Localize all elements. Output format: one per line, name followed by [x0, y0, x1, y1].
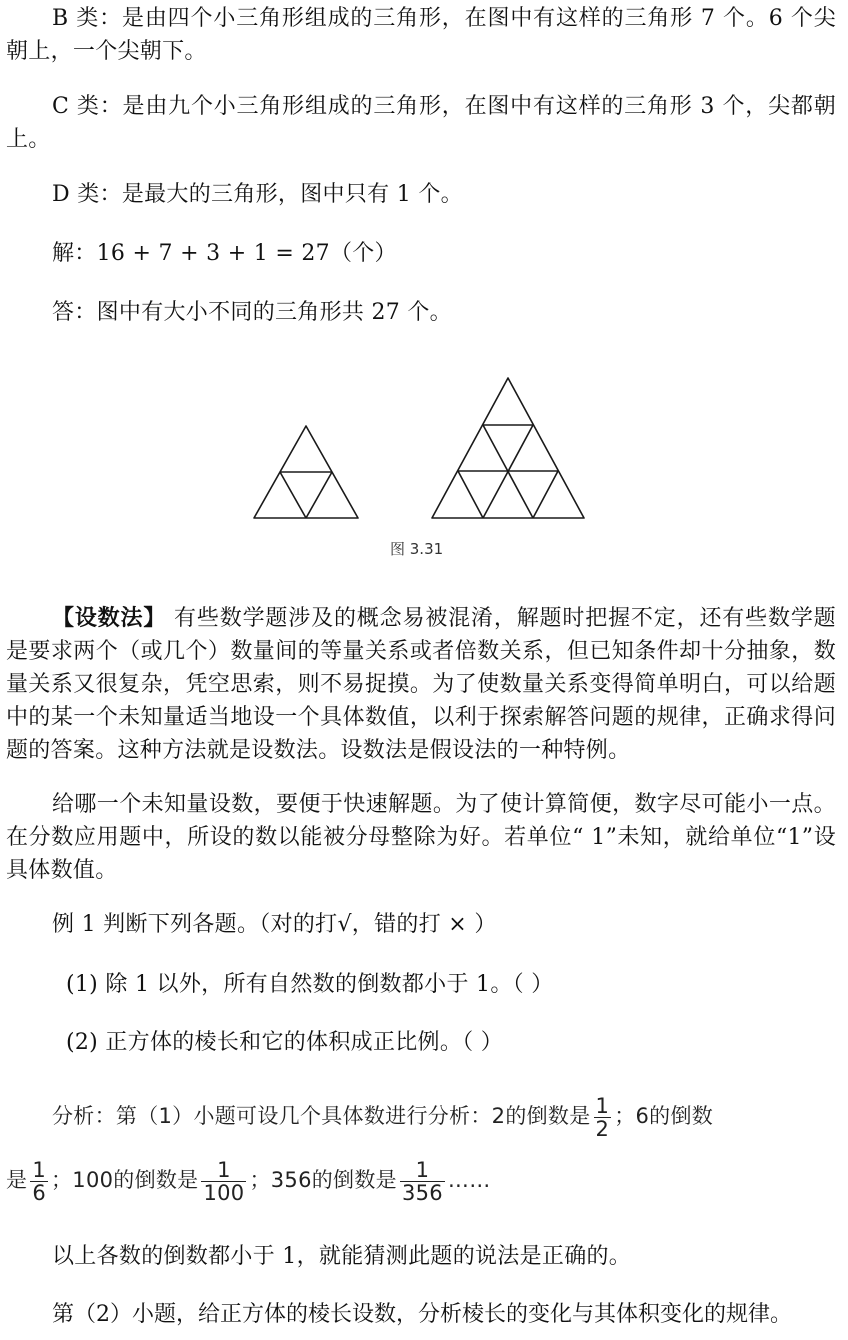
fraction-denominator: 6: [32, 1180, 46, 1205]
fraction-numerator: 1: [400, 1159, 445, 1182]
large-triangle-outline: [432, 378, 584, 518]
fraction-numerator: 1: [201, 1159, 246, 1182]
solution-line: 解：16 + 7 + 3 + 1 = 27（个）: [52, 241, 397, 266]
fraction-one-sixth: [30, 1159, 48, 1204]
analysis-text: 是: [6, 1168, 28, 1192]
example-item-2: (2) 正方体的棱长和它的体积成正比例。（ ）: [66, 1030, 504, 1055]
analysis-text: ；356的倒数是: [249, 1168, 397, 1192]
analysis-line-1: [6, 1094, 836, 1140]
analysis-text: 分析：第（1）小题可设几个具体数进行分析：2的倒数是: [52, 1104, 591, 1128]
triangle-figure: [240, 370, 600, 530]
fraction-denominator: 356: [401, 1180, 443, 1205]
method-paragraph: [6, 602, 836, 767]
example-item-1: (1) 除 1 以外，所有自然数的倒数都小于 1。（ ）: [66, 972, 554, 997]
conclusion-line: 以上各数的倒数都小于 1，就能猜测此题的说法是正确的。: [52, 1244, 632, 1269]
analysis-line-2: [6, 1158, 836, 1204]
answer-line: 答：图中有大小不同的三角形共 27 个。: [52, 300, 452, 325]
fraction-denominator: 2: [595, 1116, 610, 1141]
fraction-denominator: 100: [203, 1180, 245, 1205]
method-tip-paragraph: 给哪一个未知量设数，要便于快速解题。为了使计算简便，数字尽可能小一点。在分数应用题中，所设的数以能被分母整除为好。若单位“ 1”未知，就给单位“1”设具体数值。: [6, 792, 836, 883]
analysis-text: ；6的倒数: [614, 1104, 714, 1128]
fraction-one-hundredth: [201, 1159, 246, 1204]
paragraph-d-class: D 类：是最大的三角形，图中只有 1 个。: [52, 182, 463, 207]
method-body: 有些数学题涉及的概念易被混淆，解题时把握不定，还有些数学题是要求两个（或几个）数量间的等量关系或者倍数关系，但已知条件却十分抽象，数量关系又很复杂，凭空思索，则不易捉摸。为了使数量关系变得简单明白，可以给题中的某一个未知量适当地设一个具体数值，以利于探索解答问题的规律，正确求得问题的答案。这种方法就是设数法。设数法是假设法的一种特例。: [6, 606, 836, 763]
fraction-numerator: 1: [32, 1157, 46, 1182]
fraction-one-356th: [400, 1159, 445, 1204]
paragraph-b-class: B 类：是由四个小三角形组成的三角形，在图中有这样的三角形 7 个。6 个尖朝上，一个尖朝下。: [6, 6, 836, 64]
example-title: 例 1 判断下列各题。（对的打√，错的打 × ）: [52, 912, 497, 937]
analysis-text: ；100的倒数是: [50, 1168, 199, 1192]
fraction-numerator: 1: [595, 1093, 610, 1118]
paragraph-c-class: C 类：是由九个小三角形组成的三角形，在图中有这样的三角形 3 个，尖都朝上。: [6, 94, 836, 152]
analysis-ellipsis: ……: [447, 1168, 491, 1192]
part2-line: 第（2）小题，给正方体的棱长设数，分析棱长的变化与其体积变化的规律。: [52, 1302, 792, 1327]
figure-caption: 图 3.31: [390, 540, 444, 558]
method-heading: 【设数法】: [52, 605, 167, 631]
fraction-one-half: [594, 1095, 612, 1140]
